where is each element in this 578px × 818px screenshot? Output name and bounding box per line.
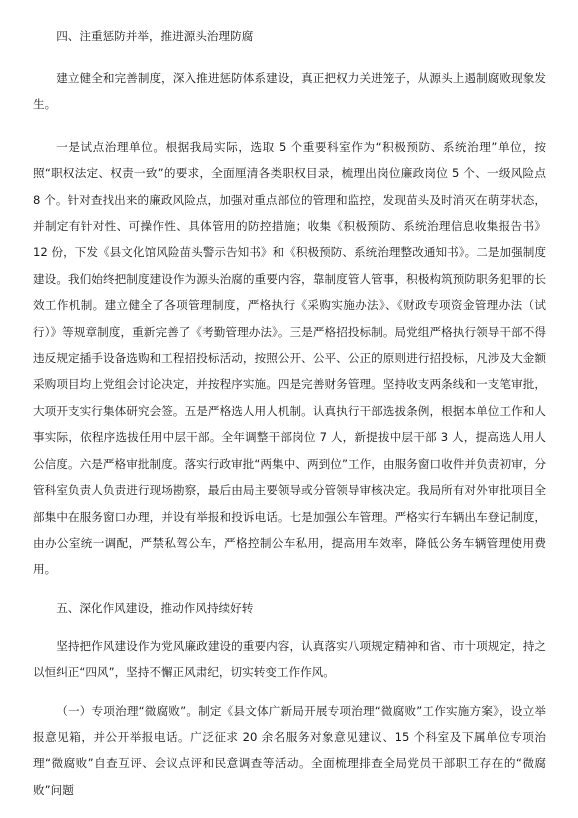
spacer [33,686,546,698]
paragraph-micro-corruption: （一）专项治理“微腐败”。制定《县文体广新局开展专项治理“微腐败”工作实施方案》，设立举报意见箱，并公开举报电话。广泛征求 20 余名服务对象意见建议、15 个科室及下属单位专项治理“微腐败”自查互评、会议点评和民意调查等活动。全面梳理排查全局党员干部职工存在的“微腐败”问题 [33,703,546,797]
section-heading-four: 四、注重惩防并举，推进源头治理防腐 [56,29,254,43]
spacer [33,118,546,134]
section-heading-five: 五、深化作风建设，推动作风持续好转 [56,600,254,615]
paragraph-measures: 一是试点治理单位。根据我局实际，选取 5 个重要科室作为“积极预防、系统治理”单位，按照“职权法定、权责一致”的要求，全面厘清各类职权目录，梳理出岗位廉政岗位 5 个、一级风险点 8 个。针对查找出来的廉政风险点，加强对重点部位的管理和监控，发现苗头及时消灭在萌芽状态，并制定有针对性、可操作性、具体管用的防控措施；收集《积极预防、系统治理信息收集报告书》12 份，下发《县文化馆风险苗头警示告知书》和《积极预防、系统治理整改通知书》。二是加强制度建设。我们始终把制度建设作为源头治腐的重要内容，靠制度管人管事，积极构筑预防职务犯罪的长效工作机制。建立健全了各项管理制度，严格执行《采购实施办法》、《财政专项资金管理办法（试行）》等规章制度，重新完善了《考勤管理办法》。三是严格招投标制。局党组严格执行领导干部不得违反规定插手设备选购和工程招投标活动，按照公开、公平、公正的原则进行招投标，凡涉及大金额采购项目均上党组会讨论决定，并按程序实施。四是完善财务管理。坚持收支两条线和一支笔审批，大项开支实行集体研究会签。五是严格选人用人机制。认真执行干部选拔条例，根据本单位工作和人事实际，依程序选拔任用中层干部。全年调整干部岗位 7 人，新提拔中层干部 3 人，提高选人用人公信度。六是严格审批制度。落实行政审批“两集中、两到位”工作，由服务窗口收件并负责初审，分管科室负责人负责进行现场勘察，最后由局主要领导或分管领导审核决定。我局所有对外审批项目全部集中在服务窗口办理，并设有举报和投诉电话。七是加强公车管理。严格实行车辆出车登记制度，由办公室统一调配，严禁私驾公车，严格控制公车私用，提高用车效率，降低公务车辆管理使用费用。 [33,139,546,577]
spacer [33,583,546,595]
paragraph-intro: 建立健全和完善制度，深入推进惩防体系建设，真正把权力关进笼子，从源头上遏制腐败现象发生。 [33,71,546,112]
spacer [33,49,546,65]
paragraph-style-building: 坚持把作风建设作为党风廉政建设的重要内容，认真落实八项规定精神和省、市十项规定，持之以恒纠正“四风”，坚持不懈正风肃纪，切实转变工作作风。 [33,638,546,680]
spacer [33,621,546,633]
